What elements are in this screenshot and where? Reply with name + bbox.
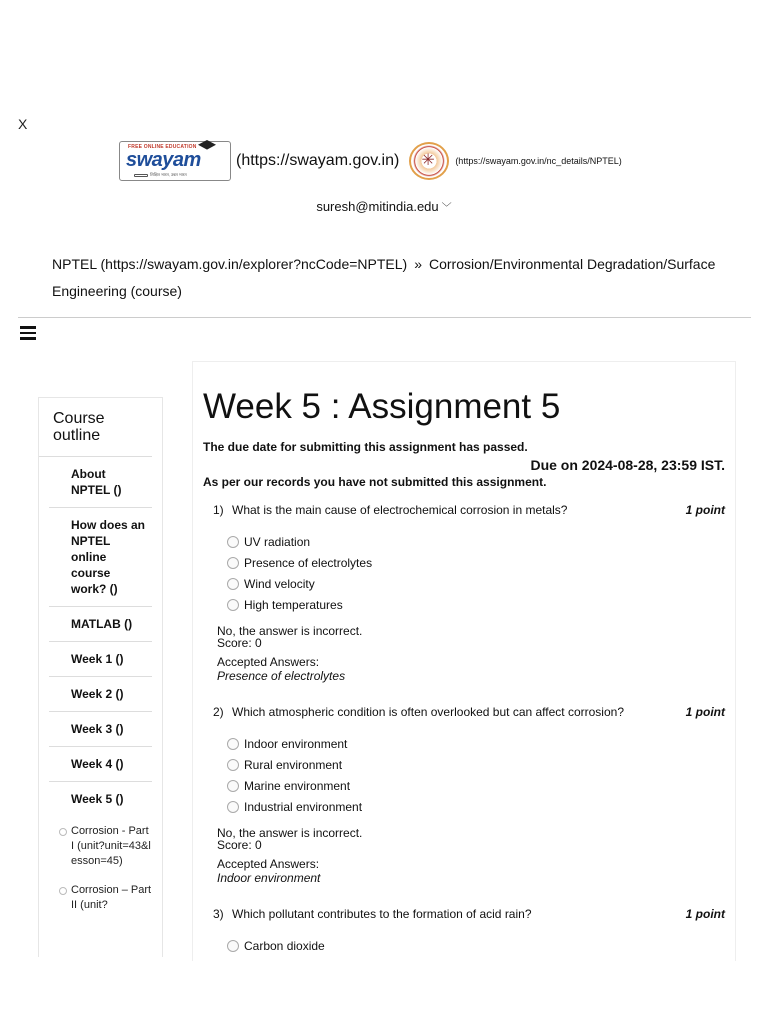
course-outline-sidebar	[38, 397, 163, 957]
question-points: 1 point	[685, 907, 725, 921]
menu-icon[interactable]	[20, 326, 36, 340]
radio-button[interactable]	[227, 536, 239, 548]
question-number: 2)	[213, 705, 224, 719]
brand-row	[119, 140, 679, 182]
accepted-answer: Indoor environment	[217, 871, 321, 885]
option-label: High temperatures	[244, 597, 343, 612]
option-label: Indoor environment	[244, 736, 348, 751]
option[interactable]	[227, 552, 725, 573]
question-points: 1 point	[685, 705, 725, 719]
option-label: Presence of electrolytes	[244, 555, 373, 570]
radio-button[interactable]	[227, 759, 239, 771]
option[interactable]	[227, 754, 725, 775]
breadcrumb-separator: »	[414, 256, 422, 272]
accepted-answers	[203, 857, 725, 885]
radio-button[interactable]	[227, 940, 239, 952]
nptel-details-link[interactable]: (https://swayam.gov.in/nc_details/NPTEL)	[455, 156, 622, 166]
score-text: Score: 0	[217, 636, 262, 650]
radio-button[interactable]	[227, 780, 239, 792]
question-text: What is the main cause of electrochemical corrosion in metals?	[232, 503, 568, 517]
header-divider	[18, 317, 751, 318]
breadcrumb-course-link[interactable]: Corrosion/Environmental Degradation/Surface Engineering (course)	[52, 256, 716, 299]
option-label: Industrial environment	[244, 799, 363, 814]
swayam-logo-word: swayam	[126, 149, 201, 171]
swayam-home-link[interactable]: (https://swayam.gov.in)	[236, 152, 400, 169]
feedback-text: No, the answer is incorrect.	[217, 826, 363, 840]
sidebar-item-week-1[interactable]: Week 1 ()	[49, 642, 152, 677]
radio-button[interactable]	[227, 557, 239, 569]
option[interactable]	[227, 935, 725, 956]
option[interactable]	[227, 531, 725, 552]
question-text: Which pollutant contributes to the formation of acid rain?	[232, 907, 532, 921]
sidebar-item-week-5[interactable]: Week 5 ()	[71, 792, 124, 806]
sidebar-item-week-2[interactable]: Week 2 ()	[49, 677, 152, 712]
question-2	[203, 705, 725, 885]
close-button[interactable]: X	[18, 116, 28, 132]
due-date: Due on 2024-08-28, 23:59 IST.	[530, 457, 725, 473]
sidebar-item-week-4[interactable]: Week 4 ()	[49, 747, 152, 782]
question-3	[203, 907, 725, 956]
radio-button[interactable]	[227, 738, 239, 750]
page-title: Week 5 : Assignment 5	[203, 387, 561, 426]
swayam-logo-tagline: शिक्षित भारत, उन्नत भारत	[150, 172, 187, 177]
question-points: 1 point	[685, 503, 725, 517]
due-passed-notice: The due date for submitting this assignment has passed.	[203, 440, 528, 454]
user-menu[interactable]	[0, 199, 768, 214]
not-submitted-notice: As per our records you have not submitted this assignment.	[203, 475, 547, 489]
breadcrumb-nptel-link[interactable]: NPTEL (https://swayam.gov.in/explorer?ncCode=NPTEL)	[52, 256, 408, 272]
option-label: Carbon dioxide	[244, 938, 325, 953]
radio-button[interactable]	[227, 578, 239, 590]
option-label: Rural environment	[244, 757, 343, 772]
swayam-logo-tag: FREE ONLINE EDUCATION	[128, 144, 197, 150]
question-text: Which atmospheric condition is often overlooked but can affect corrosion?	[232, 705, 624, 719]
nptel-logo[interactable]	[409, 142, 449, 180]
unit-status-icon	[59, 828, 67, 836]
radio-button[interactable]	[227, 599, 239, 611]
score-text: Score: 0	[217, 838, 262, 852]
option-label: Marine environment	[244, 778, 351, 793]
question-1	[203, 503, 725, 683]
option[interactable]	[227, 775, 725, 796]
option[interactable]	[227, 733, 725, 754]
sidebar-item-about-nptel[interactable]: About NPTEL ()	[49, 457, 152, 508]
question-number: 3)	[213, 907, 224, 921]
option[interactable]	[227, 594, 725, 615]
sidebar-subitem-label: Corrosion - Part I (unit?unit=43&lesson=45)	[71, 825, 151, 867]
accepted-answers	[203, 655, 725, 683]
chevron-down-icon: ﹀	[441, 203, 452, 214]
breadcrumb	[52, 251, 722, 305]
answer-feedback	[203, 625, 725, 649]
option-label: Wind velocity	[244, 576, 315, 591]
assignment-content	[192, 361, 736, 961]
course-outline-title: Course outline	[39, 398, 152, 457]
sidebar-item-how-course-works[interactable]: How does an NPTEL online course work? ()	[49, 508, 152, 607]
answer-feedback	[203, 827, 725, 851]
option[interactable]	[227, 796, 725, 817]
sidebar-item-week-3[interactable]: Week 3 ()	[49, 712, 152, 747]
accepted-answer: Presence of electrolytes	[217, 669, 346, 683]
option-label: UV radiation	[244, 534, 311, 549]
pen-icon	[134, 174, 148, 177]
accepted-label: Accepted Answers:	[217, 655, 320, 669]
sidebar-subitem-label: Corrosion – Part II (unit?	[71, 884, 152, 911]
question-number: 1)	[213, 503, 224, 517]
sidebar-subitem-corrosion-part-2[interactable]	[39, 875, 162, 919]
swayam-logo[interactable]	[119, 141, 231, 181]
sidebar-item-matlab[interactable]: MATLAB ()	[49, 607, 152, 642]
sidebar-subitem-corrosion-part-1[interactable]	[39, 816, 162, 875]
feedback-text: No, the answer is incorrect.	[217, 624, 363, 638]
radio-button[interactable]	[227, 801, 239, 813]
unit-status-icon	[59, 887, 67, 895]
accepted-label: Accepted Answers:	[217, 857, 320, 871]
user-email: suresh@mitindia.edu	[316, 199, 439, 214]
option[interactable]	[227, 573, 725, 594]
